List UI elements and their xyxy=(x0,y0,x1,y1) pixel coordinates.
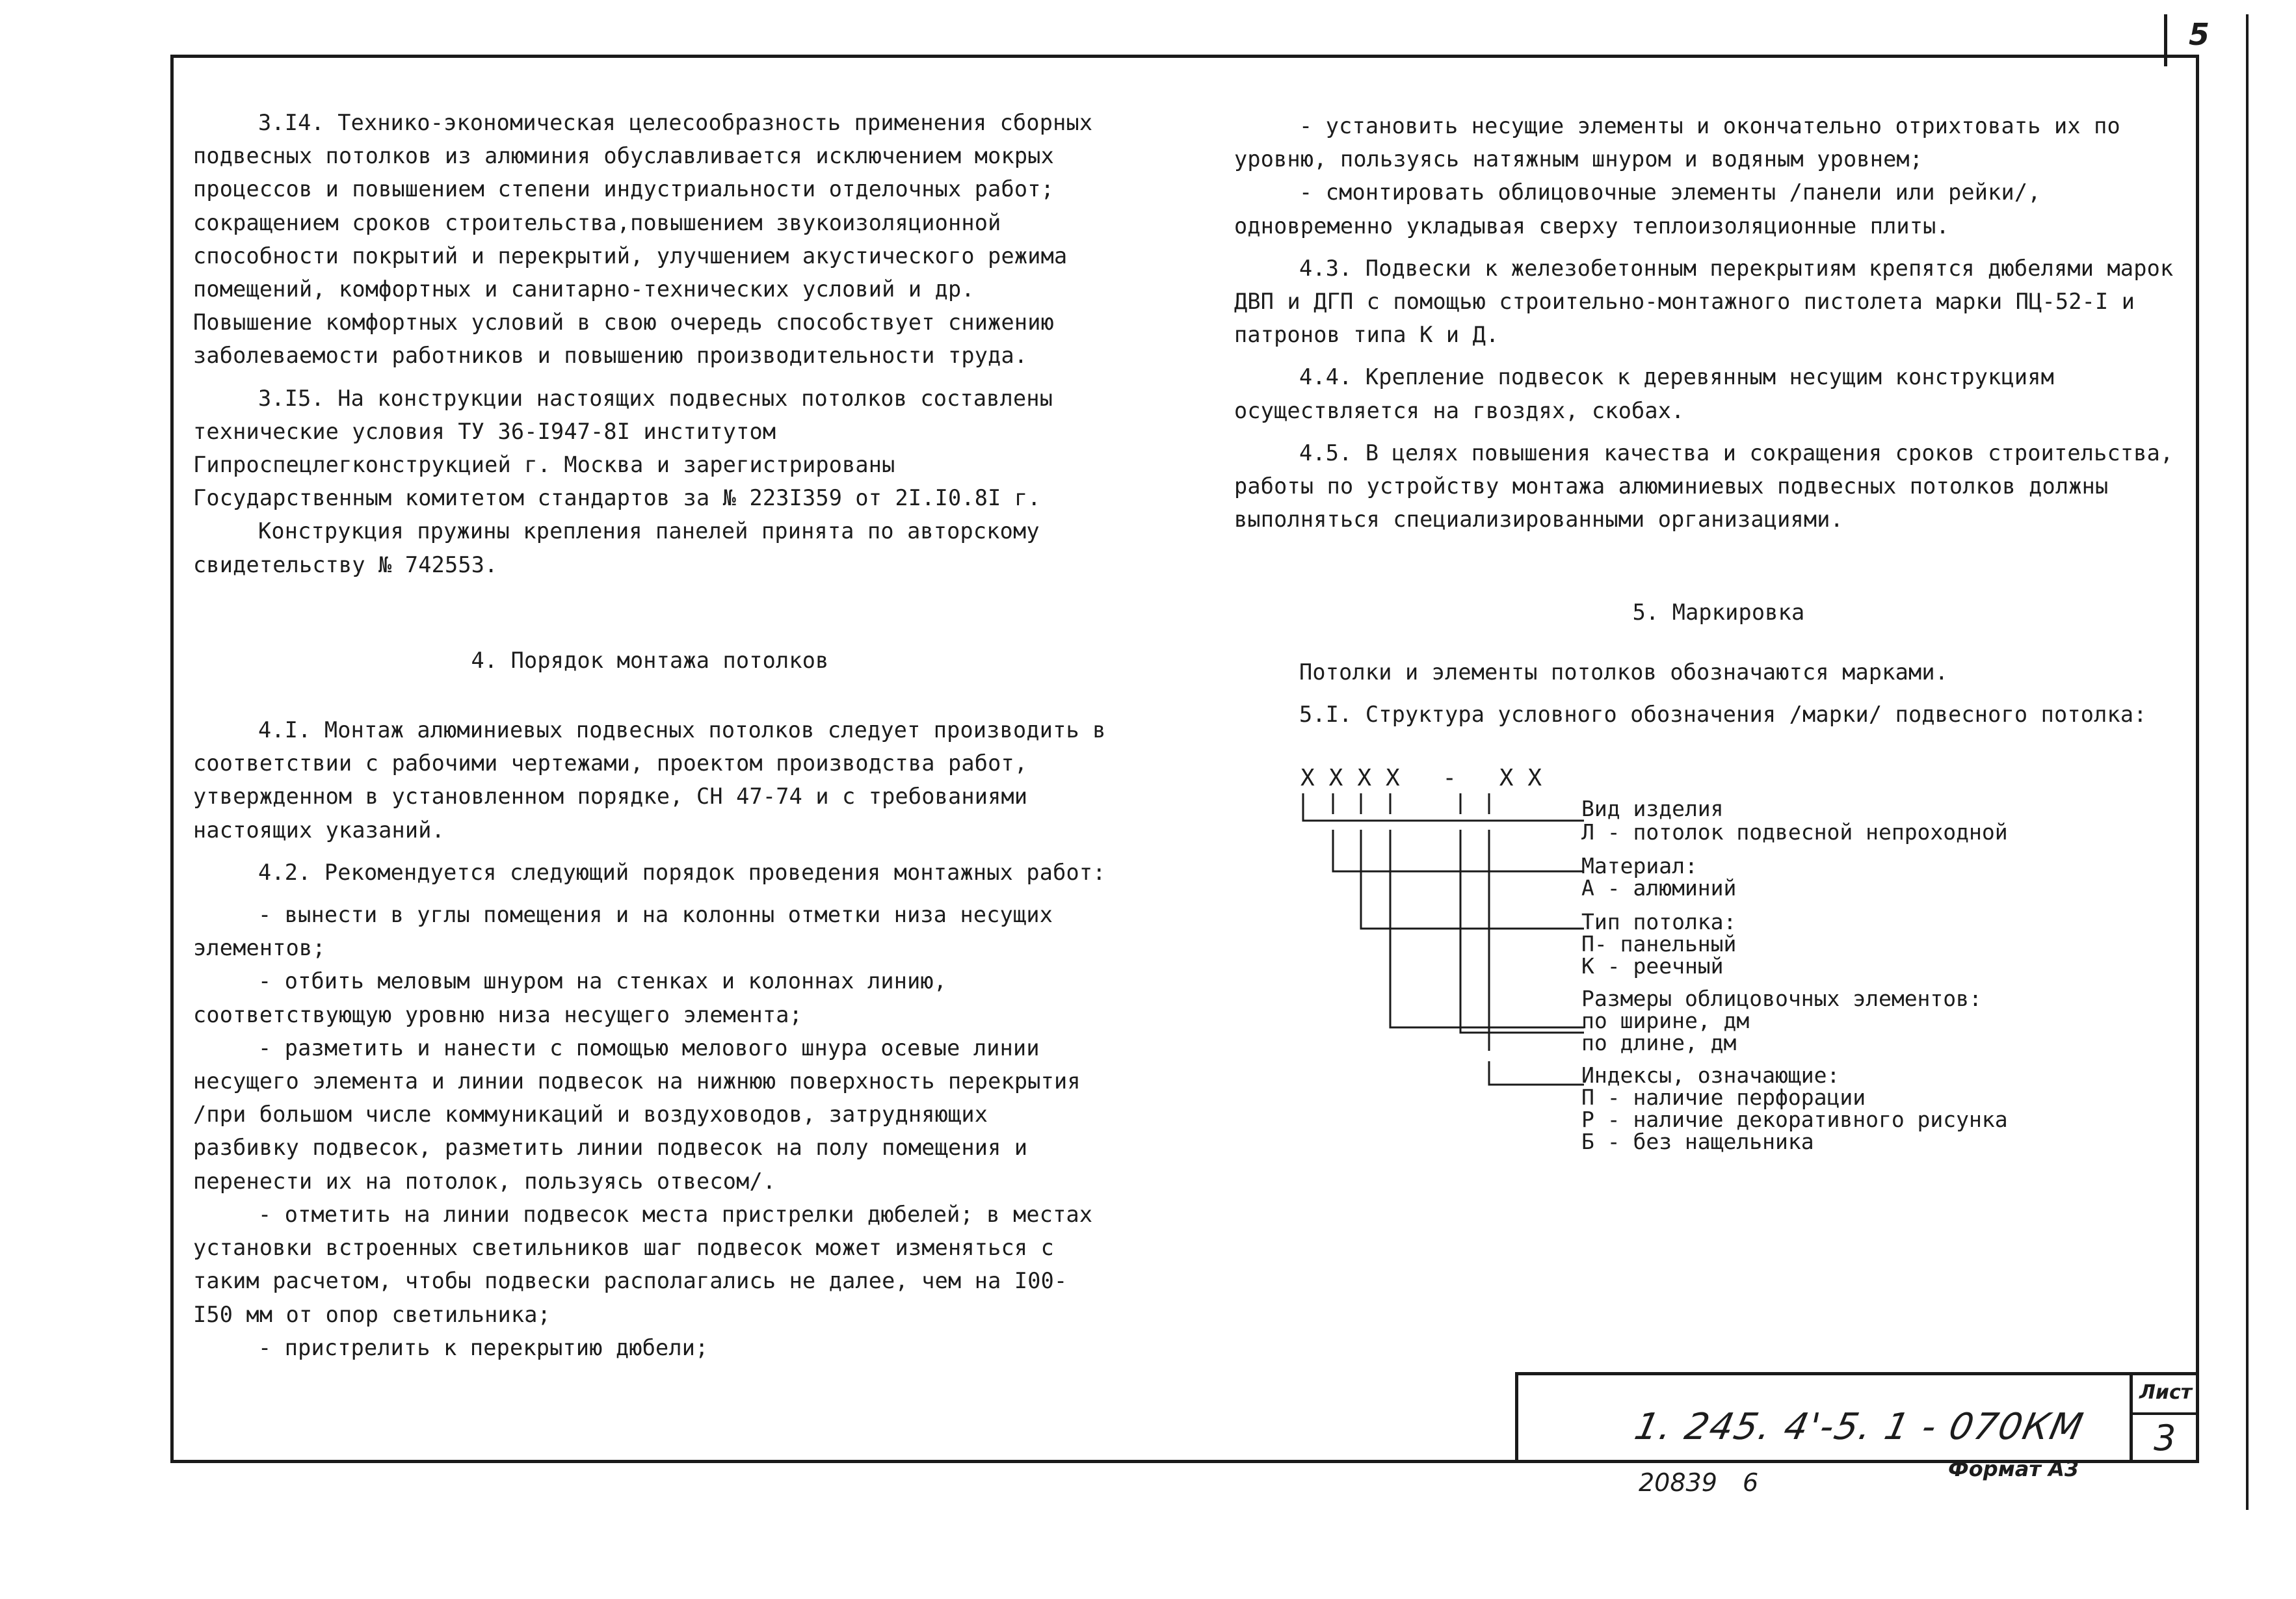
paragraph-5-1: 5.I. Структура условного обозначения /марки/ подвесного потолка: xyxy=(1299,701,2147,727)
right-edge-line xyxy=(2246,14,2249,1510)
diagram-label: Л - потолок подвесной непроходной xyxy=(1581,819,2008,845)
title-block-sheet-divider xyxy=(2130,1412,2199,1415)
marking-diagram-lines xyxy=(1294,788,1606,1094)
inventory-number: 20839 xyxy=(1639,1468,1717,1497)
paragraph-5-intro: Потолки и элементы потолков обозначаются марками. xyxy=(1299,659,1949,685)
sheet-label: Лист xyxy=(2139,1381,2193,1404)
paragraph-4-2: 4.2. Рекомендуется следующий порядок проведения монтажных работ: xyxy=(258,859,1106,885)
marking-code: ХХХХ - ХХ xyxy=(1300,765,1557,791)
diagram-label: по длине, дм xyxy=(1581,1030,1737,1055)
diagram-label: К - реечный xyxy=(1581,953,1724,979)
paragraph-3-14: 3.I4. Технико-экономическая целесообразность применения сборных подвесных потолков из алюминия обуславливается исключением мокрых процессов и повышением степени индустриальности отделочных работ; сокращением сроков строительства,повышением звукоизоляционной способности покрытий и перекрытий, улучшением акустического режима помещений, комфортных и санитарно-технических условий и др. Повышение комфортных условий в свою очередь способствует снижению заболеваемости работников и повышению производительности труда. xyxy=(193,110,1093,369)
paper-format: Формат А3 xyxy=(1948,1457,2079,1481)
title-block xyxy=(1515,1372,2199,1463)
diagram-label: П - наличие перфорации xyxy=(1581,1085,1866,1110)
diagram-label: Б - без нащельника xyxy=(1581,1129,1814,1154)
step-item: - вынести в углы помещения и на колонны отметки низа несущих элементов; xyxy=(193,902,1053,961)
diagram-label: по ширине, дм xyxy=(1581,1008,1750,1033)
corner-mark-vertical xyxy=(2164,14,2167,66)
paragraph-4-3: 4.3. Подвески к железобетонным перекрытиям крепятся дюбелями марок ДВП и ДГП с помощью строительно-монтажного пистолета марки ПЦ-52-I и патронов типа К и Д. xyxy=(1234,255,2174,348)
step-item: - установить несущие элементы и окончательно отрихтовать их по уровню, пользуясь натяжным шнуром и водяным уровнем; xyxy=(1234,113,2120,172)
diagram-label: Материал: xyxy=(1581,853,1698,879)
paragraph-3-15: 3.I5. На конструкции настоящих подвесных потолков составлены технические условия ТУ 36-I947-8I институтом Гипроспецлегконструкцией г. Москва и зарегистрированы Государственным комитетом стандартов за № 223I359 от 2I.I0.8I г. xyxy=(193,385,1053,511)
left-column xyxy=(193,106,1107,1364)
document-code: 1. 245. 4'-5. 1 - 070КМ xyxy=(1631,1406,2088,1448)
diagram-label: Размеры облицовочных элементов: xyxy=(1581,986,1982,1011)
diagram-label: Тип потолка: xyxy=(1581,909,1737,934)
step-item: - отбить меловым шнуром на стенках и колоннах линию, соответствующую уровню низа несущего элемента; xyxy=(193,968,947,1027)
paragraph-3-15-patent: Конструкция пружины крепления панелей принята по авторскому свидетельству № 742553. xyxy=(193,518,1040,577)
section-5-title: 5. Маркировка xyxy=(1632,600,1805,626)
step-item: - отметить на линии подвесок места пристрелки дюбелей; в местах установки встроенных светильников шаг подвесок может изменяться с таким расчетом, чтобы подвески располагались не далее, чем на I00-I50 мм от опор светильника; xyxy=(193,1201,1093,1327)
step-item: - смонтировать облицовочные элементы /панели или рейки/, одновременно укладывая сверху теплоизоляционные плиты. xyxy=(1234,179,2041,239)
section-4-title: 4. Порядок монтажа потолков xyxy=(471,647,829,673)
right-column xyxy=(1234,109,2203,731)
diagram-label: Вид изделия xyxy=(1581,796,1724,821)
inventory-suffix: 6 xyxy=(1743,1468,1759,1497)
paragraph-4-5: 4.5. В целях повышения качества и сокращения сроков строительства, работы по устройству монтажа алюминиевых подвесных потолков должны выполняться специализированными организациями. xyxy=(1234,440,2174,533)
sheet-number: 3 xyxy=(2154,1418,2176,1459)
diagram-label: А - алюминий xyxy=(1581,875,1737,901)
paragraph-4-1: 4.I. Монтаж алюминиевых подвесных потолков следует производить в соответствии с рабочими чертежами, проектом производства работ, утвержденном в установленном порядке, СН 47-74 и с требованиями настоящих указаний. xyxy=(193,717,1106,843)
step-item: - разметить и нанести с помощью мелового шнура осевые линии несущего элемента и линии подвесок на нижнюю поверхность перекрытия /при большом числе коммуникаций и воздуховодов, затрудняющих разбивку подвесок, разметить линии подвесок на полу помещения и перенести их на потолок, пользуясь отвесом/. xyxy=(193,1035,1081,1194)
diagram-label: П- панельный xyxy=(1581,931,1737,957)
diagram-label: Р - наличие декоративного рисунка xyxy=(1581,1107,2008,1132)
diagram-label: Индексы, означающие: xyxy=(1581,1063,1840,1088)
paragraph-4-4: 4.4. Крепление подвесок к деревянным несущим конструкциям осуществляется на гвоздях, скобах. xyxy=(1234,364,2055,423)
step-item: - пристрелить к перекрытию дюбели; xyxy=(258,1334,709,1360)
corner-sheet-number: 5 xyxy=(2189,17,2210,52)
